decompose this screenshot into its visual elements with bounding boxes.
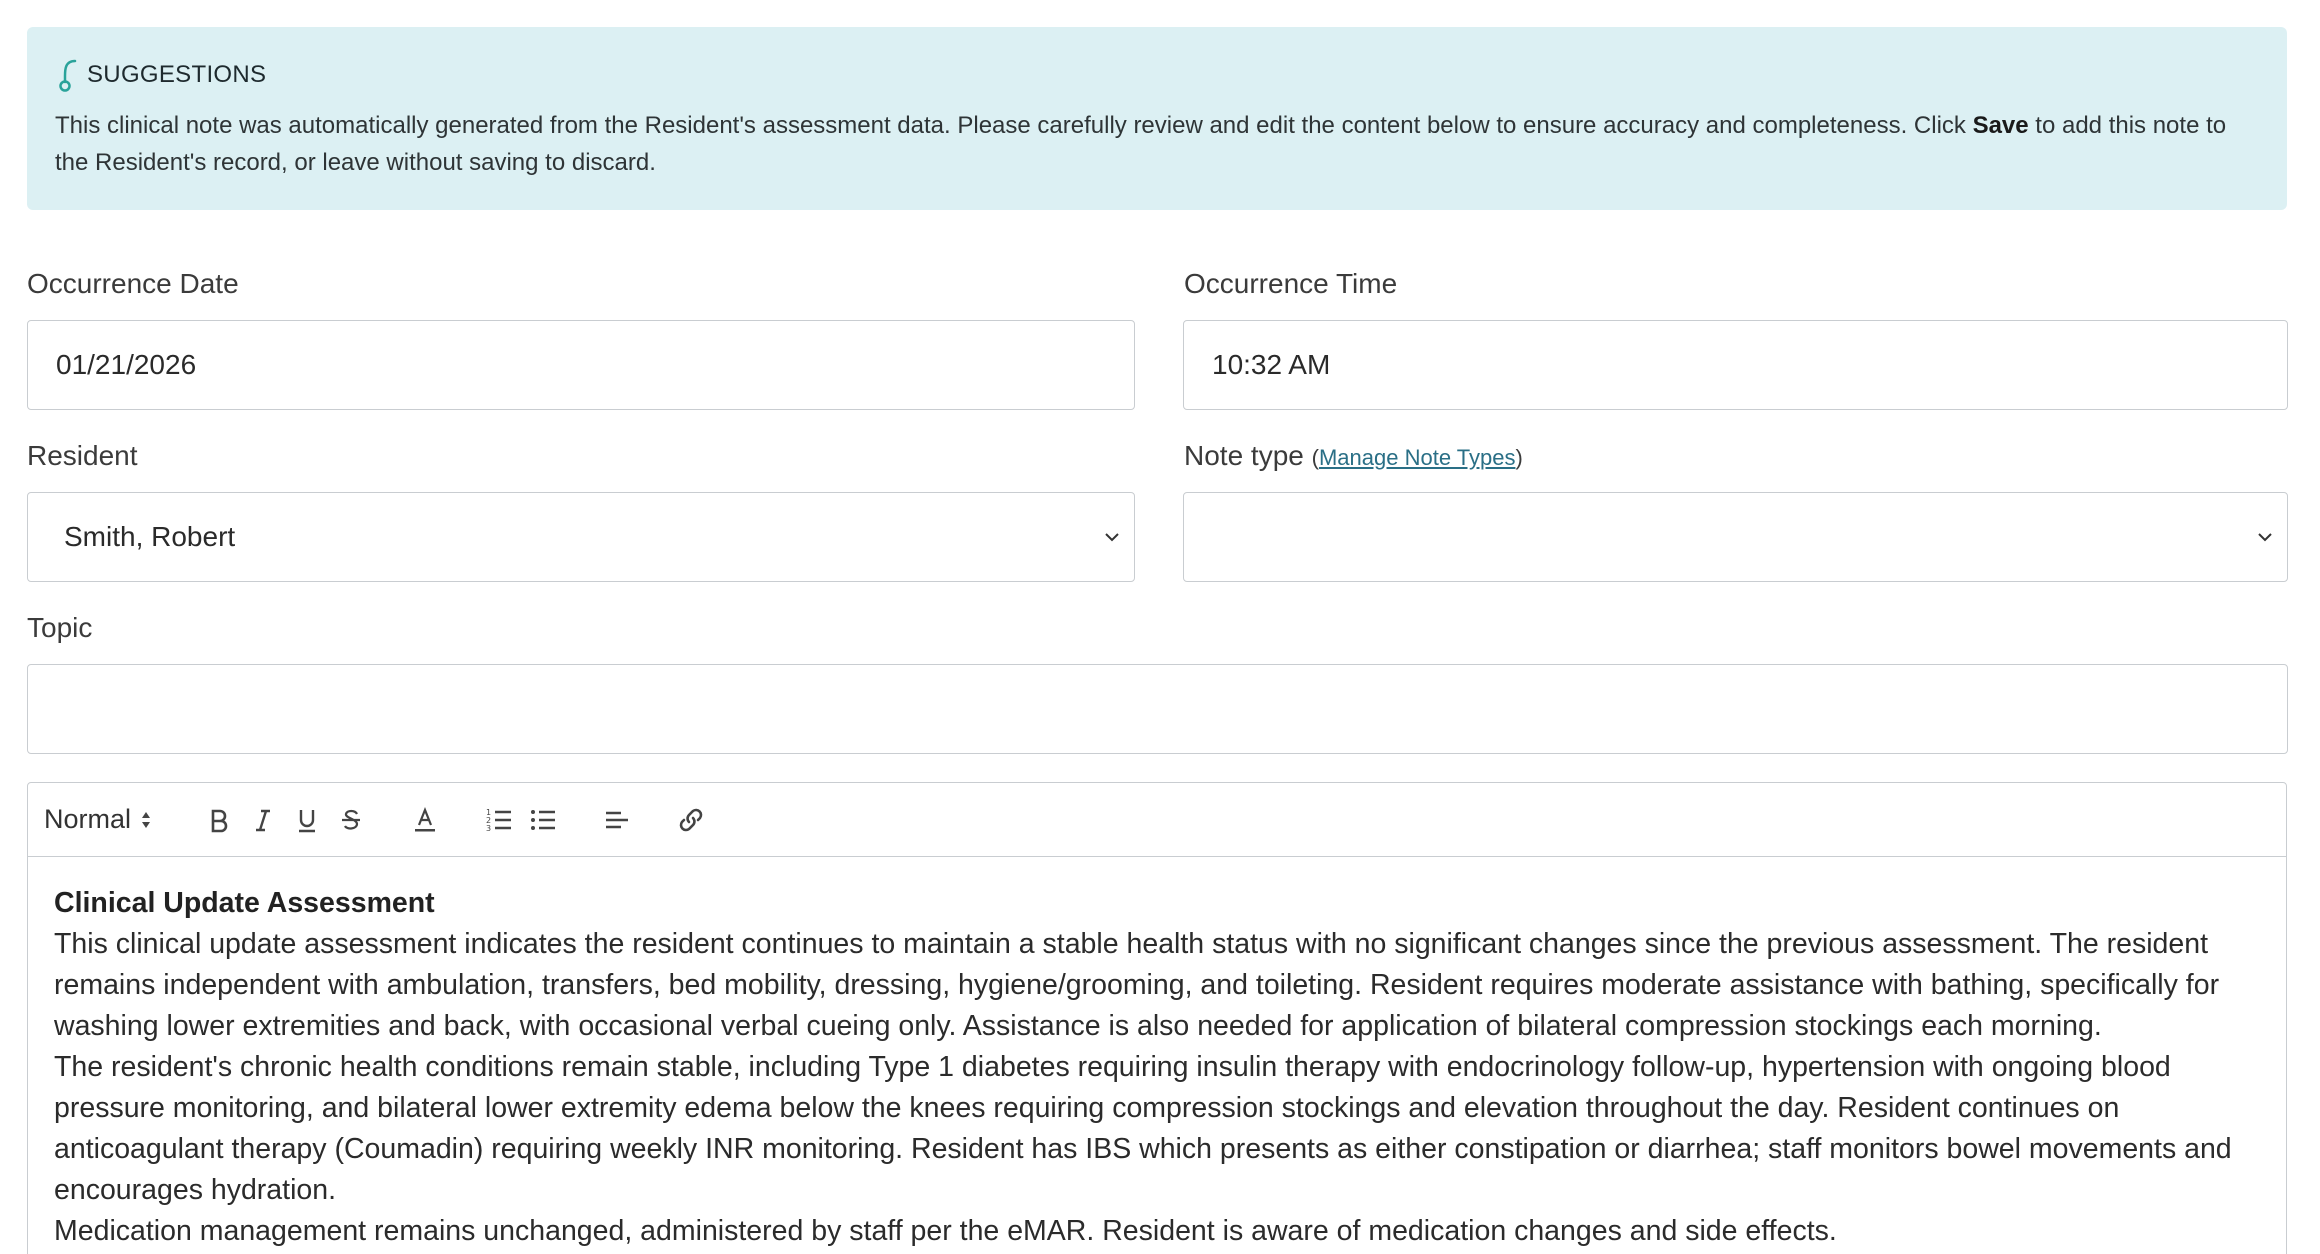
svg-text:1: 1: [486, 807, 492, 817]
bullet-list-button[interactable]: [521, 798, 565, 842]
occurrence-date-label: Occurrence Date: [27, 268, 239, 299]
note-paragraph: The resident's chronic health conditions remain stable, including Type 1 diabetes requiring insulin therapy with endocrinology follow-up, hypertension with ongoing blood pressure monitoring, and bilateral lower extremity edema below the knees requiring compression stockings and elevation throughout the day. Resident continues on anticoagulant therapy (Coumadin) requiring weekly INR monitoring. Resident has IBS which presents as either constipation or diarrhea; staff monitors bowel movements and encourages hydration.: [54, 1051, 2232, 1206]
stethoscope-icon: [55, 58, 81, 92]
align-icon: [603, 806, 631, 834]
occurrence-time-label: Occurrence Time: [1184, 268, 1398, 299]
manage-note-types-wrap: [1312, 445, 1523, 470]
manage-note-types-link[interactable]: Manage Note Types: [1318, 445, 1516, 470]
chevron-down-icon: [2255, 527, 2275, 547]
ordered-list-button[interactable]: [477, 798, 521, 842]
resident-select[interactable]: [27, 492, 1135, 582]
resident-label: Resident: [27, 440, 138, 471]
align-button[interactable]: [595, 798, 639, 842]
format-select[interactable]: [44, 804, 153, 835]
occurrence-date-input[interactable]: [27, 320, 1135, 410]
occurrence-time-value: 10:32 AM: [1212, 349, 1331, 380]
banner-text-bold: Save: [1972, 112, 2029, 139]
banner-text-after: to add this note to the Resident's record, or leave without saving to discard.: [55, 112, 2227, 176]
note-heading: Clinical Update Assessment: [54, 887, 435, 919]
svg-text:3: 3: [486, 823, 492, 833]
note-type-select[interactable]: [1183, 492, 2288, 582]
occurrence-time-input[interactable]: [1183, 320, 2288, 410]
note-type-label-text: Note type: [1184, 440, 1304, 471]
underline-button[interactable]: [285, 798, 329, 842]
bold-button[interactable]: [197, 798, 241, 842]
banner-text-before: This clinical note was automatically generated from the Resident's assessment data. Please carefully review and edit the content below to ensure accuracy and completeness. Click: [55, 112, 1973, 139]
italic-icon: [250, 807, 276, 833]
strikethrough-button[interactable]: [329, 798, 373, 842]
underline-icon: [294, 807, 320, 833]
banner-message: [55, 107, 2259, 181]
note-type-label: [1184, 440, 1523, 472]
topic-label: Topic: [27, 612, 93, 643]
ordered-list-icon: [485, 806, 513, 834]
svg-text:2: 2: [486, 815, 492, 825]
updown-arrows-icon: [139, 809, 153, 831]
text-color-icon: [411, 806, 439, 834]
chevron-down-icon: [1102, 527, 1122, 547]
editor-toolbar: [28, 783, 2286, 857]
format-value: Normal: [44, 804, 132, 834]
occurrence-date-value: 01/21/2026: [56, 349, 197, 380]
bold-icon: [206, 807, 232, 833]
link-icon: [677, 806, 705, 834]
note-editor: [27, 782, 2287, 1254]
suggestions-banner: [27, 27, 2287, 210]
bullet-list-icon: [529, 806, 557, 834]
editor-content[interactable]: [28, 857, 2286, 1252]
italic-button[interactable]: [241, 798, 285, 842]
note-paragraph: This clinical update assessment indicates the resident continues to maintain a stable health status with no significant changes since the previous assessment. The resident remains independent with ambulation, transfers, bed mobility, dressing, hygiene/grooming, and toileting. Resident requires moderate assistance with bathing, specifically for washing lower extremities and back, with occasional verbal cueing only. Assistance is also needed for application of bilateral compression stockings each morning.: [54, 928, 2220, 1042]
text-color-button[interactable]: [403, 798, 447, 842]
banner-title: SUGGESTIONS: [87, 61, 267, 88]
banner-header: [55, 57, 2259, 93]
paren-open: (: [1311, 445, 1319, 470]
topic-input[interactable]: [27, 664, 2288, 754]
strikethrough-icon: [338, 807, 364, 833]
note-paragraph: Medication management remains unchanged, administered by staff per the eMAR. Resident is aware of medication changes and side effects.: [54, 1215, 1837, 1247]
link-button[interactable]: [669, 798, 713, 842]
paren-close: ): [1515, 445, 1523, 470]
resident-value: Smith, Robert: [64, 521, 236, 552]
